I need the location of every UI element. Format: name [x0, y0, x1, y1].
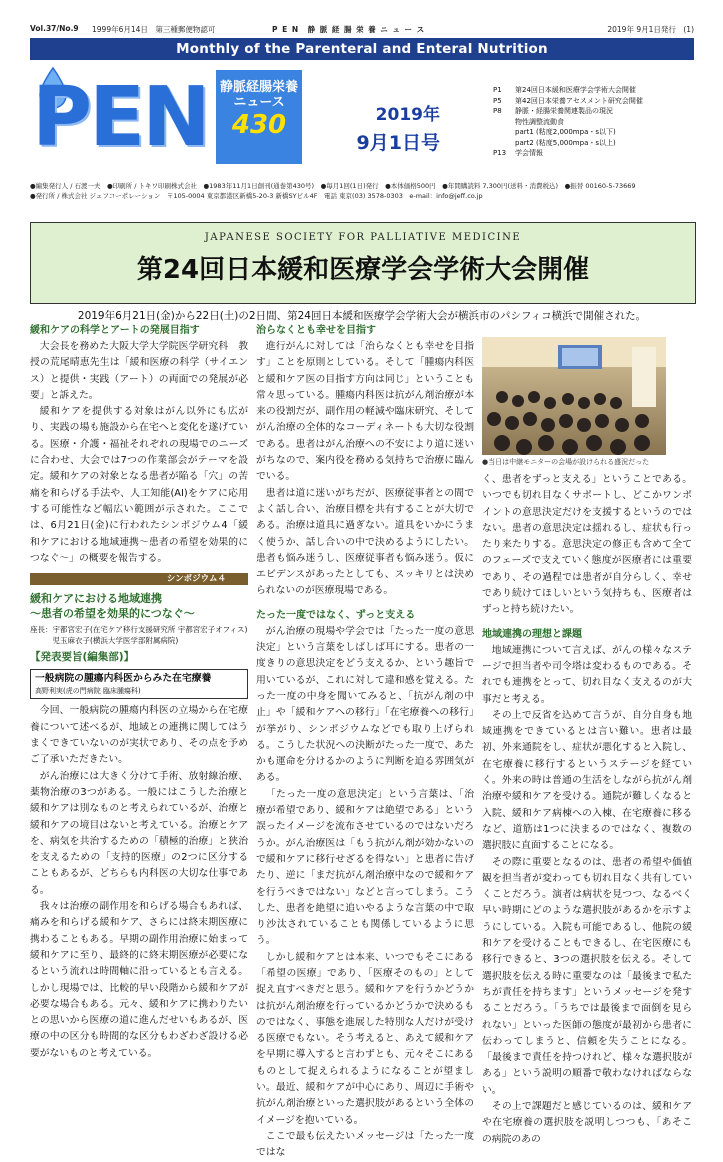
vol-box-number: 430 [231, 110, 287, 140]
section-heading: 地域連携の理想と課題 [482, 628, 582, 640]
speaker-title: 一般病院の腫瘍内科医からみた在宅療養 [35, 673, 212, 685]
photo-caption: ●当日は中継モニターの会場が設けられる盛況だった [482, 458, 650, 466]
vol-box-line2: ニュース [233, 95, 285, 110]
title-banner: Monthly of the Parenteral and Enteral Nutrition [30, 38, 694, 60]
paragraph: 患者は道に迷いがちだが、医療従事者との間でよく話し合い、治療目標を共有することが大切である。治療は道具に過ぎない。道具をいかにうまく使うか、話し合いの中で決めるようにしたい。患者も悩み迷うし、医療従事者も悩み迷う。仮にエビデンスがあったとしても、スッキリとは決められないのが医療現場である。 [256, 487, 474, 597]
toc-item[interactable] [493, 106, 693, 117]
toc-page: P1 [493, 86, 502, 94]
volume-number: Vol.37/No.9 [30, 24, 79, 33]
toc-page [493, 138, 515, 149]
toc-page: P13 [493, 149, 507, 157]
toc-item[interactable] [493, 138, 693, 149]
lead-sentence: 2019年6月21日(金)から22日(土)の2日間、第24回日本緩和医療学会学術大会が横浜市のパシフィコ横浜で開催された。 [77, 310, 647, 322]
paragraph: 地域連携について言えば、がんの様々なステージで担当者や司令塔は変わるものである。それでも連携をとって、切れ目なく支えるのが大事だと考える。 [482, 644, 692, 705]
paragraph: 緩和ケアを提供する対象はがん以外にも広がり、実践の場も施設から在宅へと変化を遂げている。医療・介護・福祉それぞれの現場でのニーズに合わせ、大会では7つの作業部会がテーマを設定。緩和ケアの対象となる患者が陥る「穴」の苦痛を和らげる手法や、人工知能(AI)をケアに応用する可能性など幅広い範囲が示された。ここでは、6月21日(金)に行われたシンポジウム4「緩和ケアにおける地域連携〜患者の希望を効果的につなぐ〜」の概要を報告する。 [30, 406, 248, 564]
column-1 [30, 323, 248, 1059]
toc-text: 第24回日本緩和医療学会学術大会開催 [515, 86, 636, 94]
column-2 [256, 323, 474, 1159]
toc-page [493, 127, 515, 138]
column-3 [482, 472, 692, 1145]
toc-text: 第42回日本栄養アセスメント研究会開催 [515, 96, 643, 105]
audience-image [482, 337, 666, 455]
issue-date-block [306, 100, 486, 170]
conference-photo [482, 337, 666, 455]
toc-item[interactable] [493, 148, 693, 159]
headline-title: 第24回日本緩和医療学会学術大会開催 [136, 255, 590, 285]
publisher-line: ●編集発行人 / 石渡一夫 ●印刷所 / トキワ印刷株式会社 ●1983年11月1日創刊(通巻第430号) ●毎月1回(1日)発行 ●本体価格500円 ●年間購読料 7,300円(送料・消費税込) ●振替 00160-5-73669 [30, 182, 636, 190]
paragraph: 我々は治療の副作用を和らげる場合もあれば、痛みを和らげる緩和ケア、さらには終末期医療に携わることもある。早期の副作用治療に始まって緩和ケアに至り、最終的に終末期医療が必要になるという流れは時間軸に沿っているとも言える。しかし現場では、比較的早い段階から緩和ケアが必要な場合もある。元々、緩和ケアに携わりたいとの思いから医療の道に進んだせいもあるが、医療の中の区分も時間的な区分もわざわざ設ける必要がないものと考えている。 [30, 901, 248, 1059]
toc-text: 学会情報 [515, 149, 543, 157]
paragraph: がん治療には大きく分けて手術、放射線治療、薬物治療の3つがある。一般にはこうした治療と緩和ケアは別なものと考えられているが、治療と緩和ケアの境目はないと考えている。治療とケアを、病気を共治するための「積極的治療」と狭治を支えるための「支持的医療」の2つに区分することもあるが、どちらも内科医の大切な仕事である。 [30, 770, 248, 896]
toc-item[interactable] [493, 117, 693, 128]
toc-item[interactable] [493, 96, 693, 107]
issue-year: 2019年 [375, 105, 440, 125]
toc-page: P8 [493, 107, 502, 115]
paragraph: その際に重要となるのは、患者の希望や価値観を担当者が変わっても切れ目なく共有していくことだろう。演者は病状を見つつ、なるべく早い時期にどのような選択肢があるかを示すようにしている。入院も可能であるし、他院の緩和ケアを受けることもできるし、在宅医療にも移行できると、3つの選択肢を伝える。そして選択肢を伝える時に重要なのは「最後まで私たちが責任を持ちます」というメッセージを発することだろう。「うちでは最後まで面倒を見られない」といった医師の態度が最初から患者に伝わってしまうと、信頼を失うことになる。「最後まで責任を持つけれど、様々な選択肢がある」という説明の順番で敬わなければならない。 [482, 856, 692, 1096]
issue-number-box [216, 70, 302, 164]
paragraph: しかし緩和ケアとは本来、いつでもそこにある「希望の医療」であり、「医療そのもの」として捉え直すべきだと思う。緩和ケアを行うかどうかは抗がん剤治療を行っているかどうかで決めるものではなく、事態を進展した特別な人だけが受ける医療でもない。そう考えると、あえて緩和ケアを早期に導入すると言わずとも、元々そこにあるものとして捉えられるようになることが望ましい。最近、緩和ケアが中心にあり、周辺に手術や抗がん剤治療といった選択肢があるという全体のイメージを抱いている。 [256, 951, 474, 1126]
masthead-topline [30, 24, 694, 37]
headline-box [30, 222, 696, 304]
chair-line: 座長：宇都宮宏子(在宅ケア移行支援研究所 宇都宮宏子オフィス) [30, 625, 248, 635]
issue-date: 2019年 9月1日発行 (1) [607, 25, 694, 34]
symposium-chair [30, 624, 248, 646]
section-heading: たった一度ではなく、ずっと支える [256, 609, 416, 621]
toc-page: P5 [493, 96, 502, 105]
toc-item[interactable] [493, 85, 693, 96]
permit-date: 1999年6月14日 第三種郵便物認可 [92, 25, 216, 34]
speaker-name: 高野利実(虎の門病院 臨床腫瘍科) [35, 687, 141, 696]
paragraph: 大会長を務めた大阪大学大学院医学研究科 教授の荒尾晴恵先生は「緩和医療の科学（サイエンス）と提供・実践（アート）の両面での発展が必要」と訴えた。 [30, 341, 248, 401]
paragraph: がん治療の現場や学会では「たった一度の意思決定」という言葉をしばしば耳にする。患者の一度きりの意思決定をどう支えるか、という趣旨で用いているが、これに対して違和感を覚える。たった一度の中身を聞いてみると、「抗がん剤の中止」や「緩和ケアへの移行」「在宅療養への移行」が挙がり、シンポジウムなどでも取り上げられる。こうした状況への決断がたった一度で、あたかも運命を分けるかのように判断を迫る雰囲気がある。 [256, 625, 474, 784]
paragraph: 「たった一度の意思決定」という言葉は、「治療が希望であり、緩和ケアは絶望である」という誤ったイメージを流布させているのではないだろうか。がん治療医は「もう抗がん剤が効かないので緩和ケアに移行せざるを得ない」と患者に告げたり、逆に「まだ抗がん剤治療中なので緩和ケアを行うべきではない」などと言ってしまう。こうした、患者を絶望に追いやるような言葉の中で取り沙汰されていることも関係しているように思う。 [256, 788, 474, 947]
paragraph: 進行がんに対しては「治らなくとも幸せを目指す」ことを原則としている。そして「腫瘍内科医と緩和ケア医の目指す方向は同じ」ということも常々思っている。腫瘍内科医は抗がん剤治療が本来の役割だが、副作用の軽減や臨床研究、そしてがん治療の全体的なコーディネートも大切な役割である。患者はがん治療への不安により道に迷いがちなので、案内役を務める気持ちで治療に臨んでいる。 [256, 341, 474, 483]
toc-text: 物性調整流動食 [515, 117, 564, 126]
paragraph: その上で課題だと感じているのは、緩和ケアや在宅療養の選択肢を説明しつつも、「あそこの病院のあの [482, 1100, 692, 1145]
section-heading: 治らなくとも幸せを目指す [256, 325, 376, 336]
symposium-title: 緩和ケアにおける地域連携 〜患者の希望を効果的につなぐ〜 [30, 592, 195, 621]
summary-label: 【発表要旨(編集部)】 [30, 651, 135, 664]
toc-page [493, 117, 515, 128]
symposium-label: シンポジウム４ [30, 573, 248, 585]
toc-text: 静脈・経腸栄養関連製品の現況 [515, 107, 613, 115]
paragraph: ここで最も伝えたいメッセージは「たった一度ではな [256, 1130, 474, 1159]
publisher-line: ●発行所 / 株式会社 ジェフコーポレーション 〒105-0004 東京都港区新橋5-20-3 新橋SYビル4F 電話 東京(03) 3578-0303 e-mail：info@jeff.co.jp [30, 192, 483, 200]
publication-name: P E N 静 脈 経 腸 栄 養 ニ ュ ー ス [272, 25, 426, 34]
paragraph: く、患者をずっと支える」ということである。いつでも切れ目なくサポートし、どこかワンポイントの意思決定だけを支援するというのではない。患者の意思決定は揺れるし、症状も行ったり来たりする。意思決定の修正も含めて全てのフェーズで支えていく態度が医療者には重要であり、その過程では患者が自分らしく、幸せであり続けてほしいという気持ちも、医療者はずっと持ち続けたい。 [482, 474, 692, 616]
toc-text: part1 (粘度2,000mpa・s以下) [515, 128, 616, 136]
issue-day: 9月1日号 [356, 132, 440, 154]
pen-logo: PEN [32, 70, 208, 165]
chair-line: 児玉麻衣子(横浜大学医学部附属病院) [30, 636, 179, 646]
vol-box-line1: 静脈経腸栄養 [219, 80, 298, 95]
paragraph: 今回、一般病院の腫瘍内科医の立場から在宅療養について述べるが、地域との連携に関してはうまくできていないのが実状であり、その点を予めご了承いただきたい。 [30, 705, 248, 766]
section-heading: 緩和ケアの科学とアートの発展目指す [30, 325, 200, 336]
speaker-box [30, 669, 248, 699]
publisher-info [30, 181, 694, 207]
toc-item[interactable] [493, 127, 693, 138]
logo-area [30, 64, 300, 174]
headline-english: JAPANESE SOCIETY FOR PALLIATIVE MEDICINE [204, 232, 522, 243]
toc-text: part2 (粘度5,000mpa・s以上) [515, 138, 616, 147]
table-of-contents [493, 85, 693, 175]
paragraph: その上で反省を込めて言うが、自分自身も地域連携をできているとは言い難い。患者は最初、外来通院をし、症状が悪化すると入院し、在宅療養に移行するというステージを経ていく。外来の時は普通の生活をしながら抗がん剤治療や緩和ケアを受ける。通院が難しくなると入院、緩和ケア病棟への入棟、在宅療養に移るなど、道筋は1つに決まるのではなく、複数の選択肢に直面することになる。 [482, 709, 692, 852]
